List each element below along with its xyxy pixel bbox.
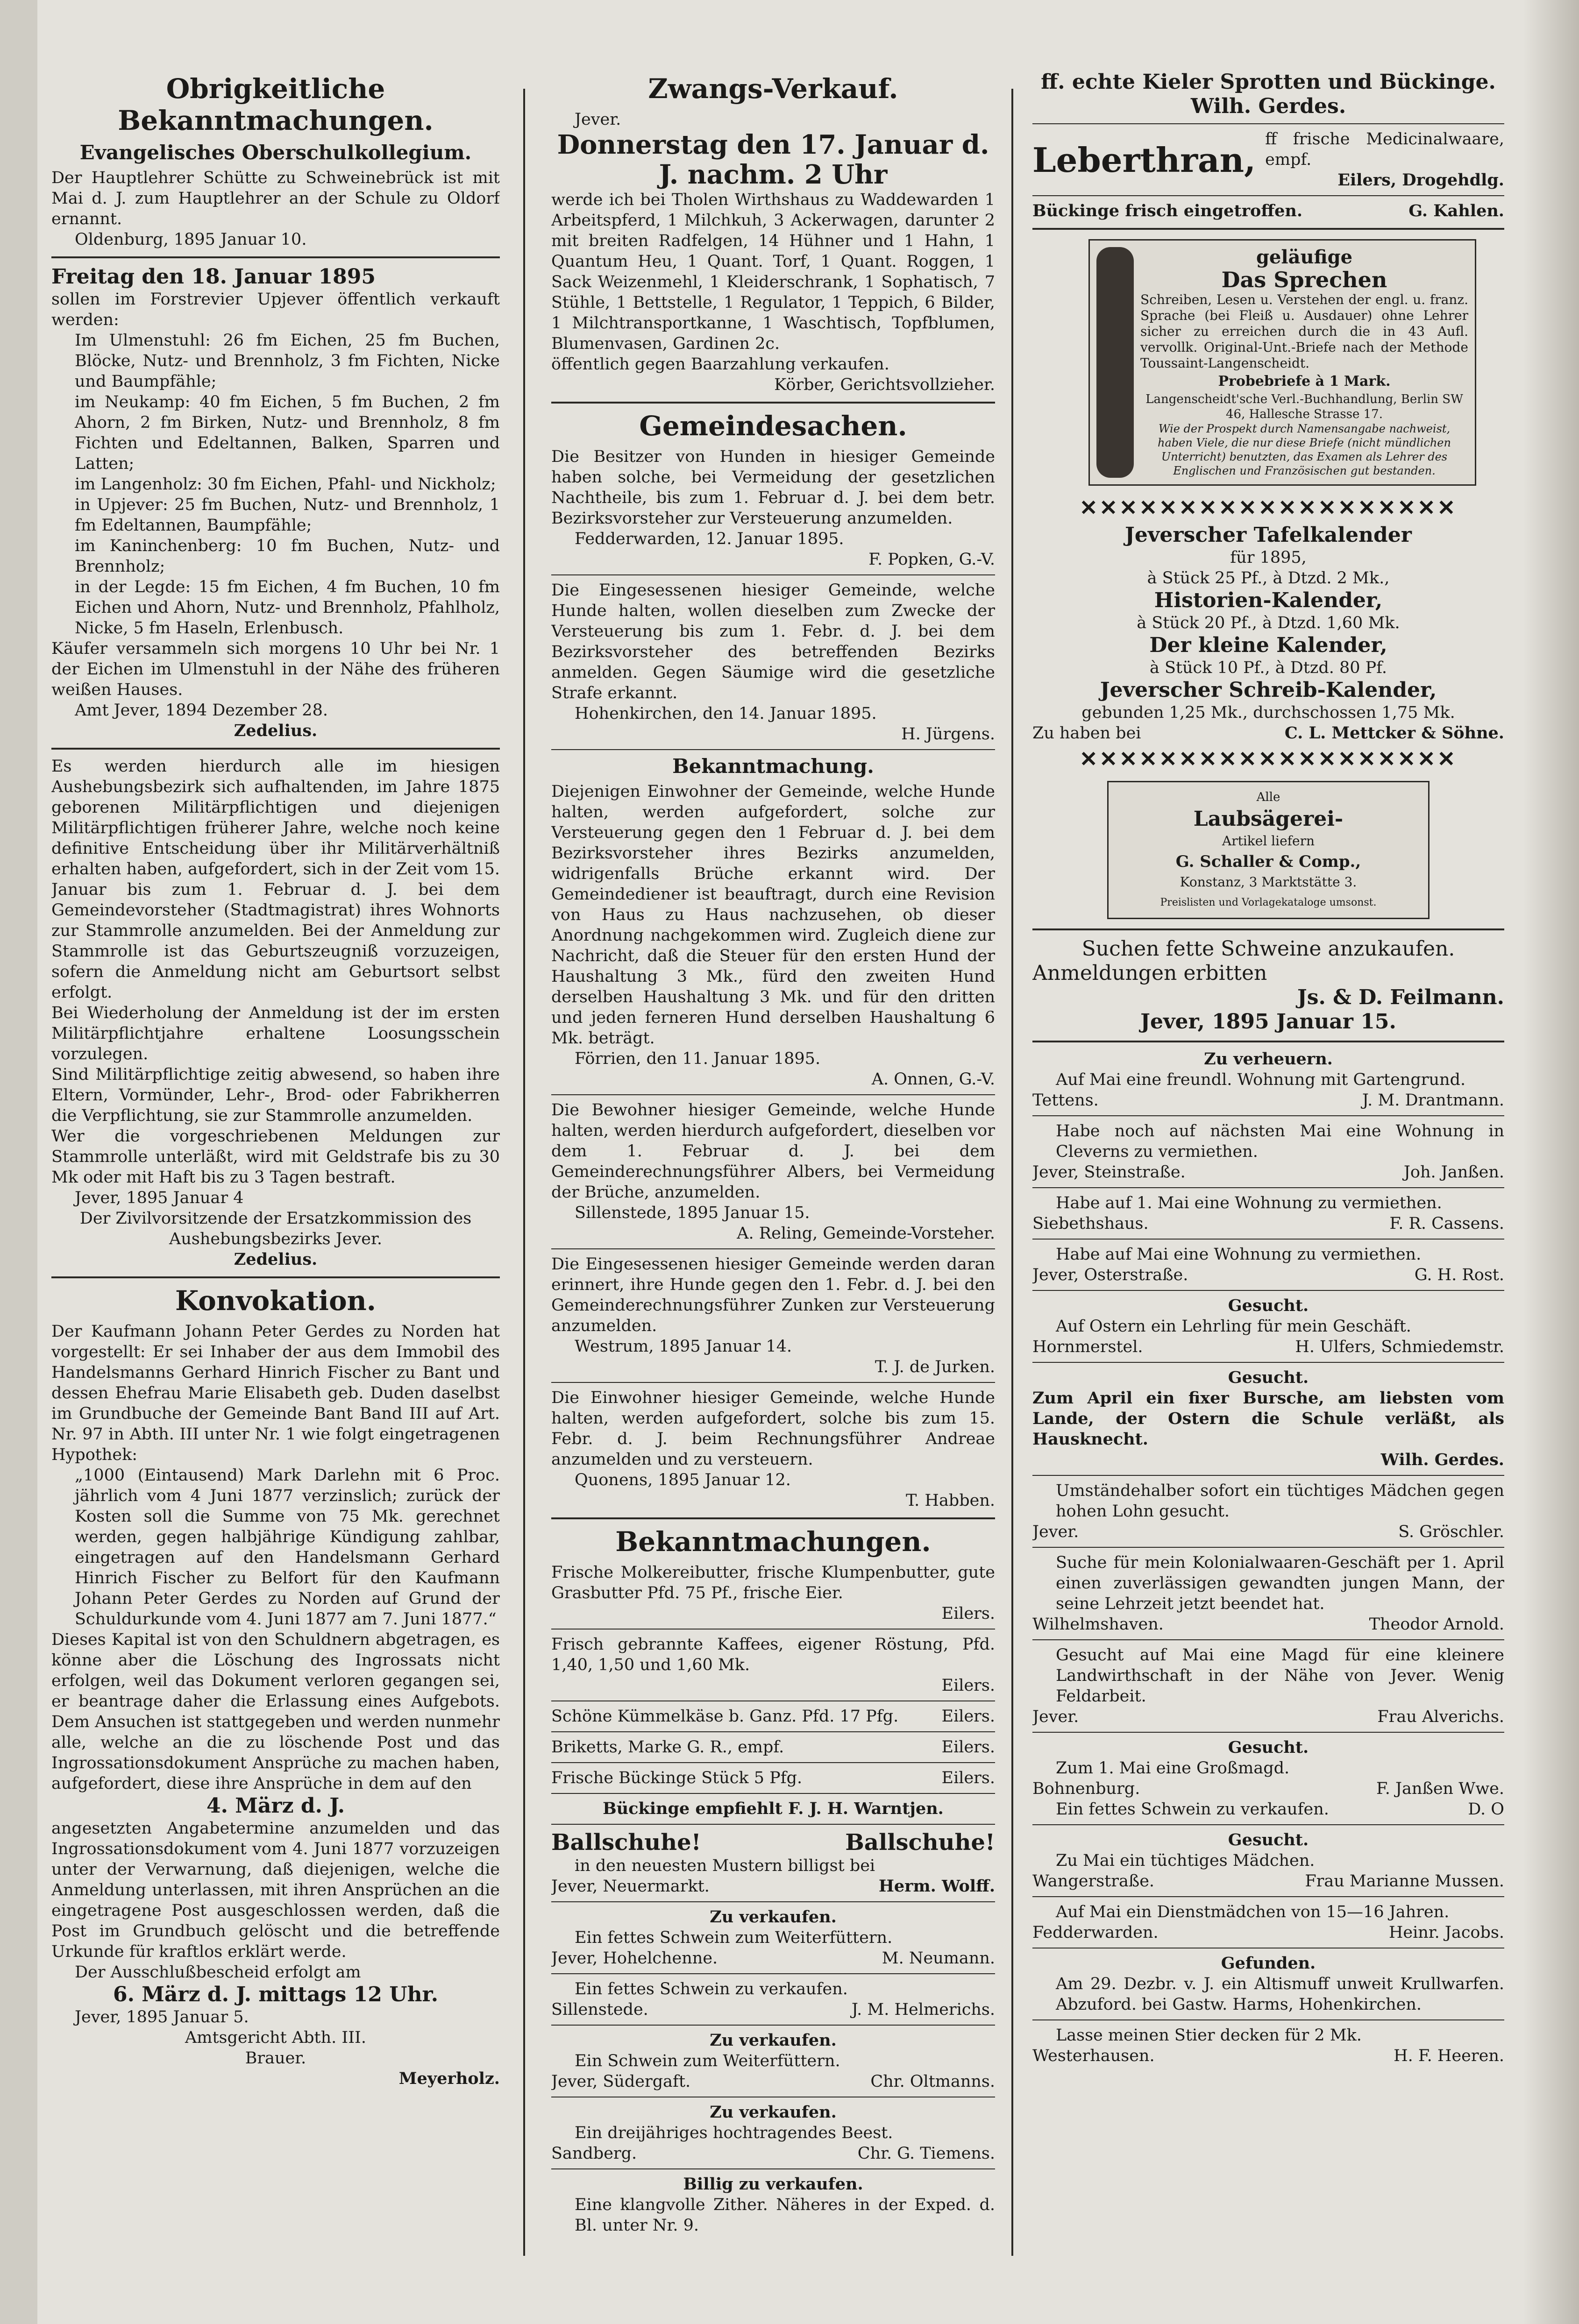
ad-text: Lasse meinen Stier decken für 2 Mk. <box>1056 2026 1362 2045</box>
signature: Meyerholz. <box>398 2069 500 2088</box>
signature: G. H. Rost. <box>1414 1266 1504 1284</box>
ad-headline: Anmeldungen erbitten <box>1032 961 1267 985</box>
divider <box>551 1517 995 1519</box>
ornament-row: ✕✕✕✕✕✕✕✕✕✕✕✕✕✕✕✕✕✕✕ <box>1079 746 1458 772</box>
ad-heading: Zu verheuern. <box>1204 1049 1333 1069</box>
place: Jever, Steinstraße. <box>1032 1163 1186 1182</box>
divider <box>551 2168 995 2169</box>
ad-text: Ein Schwein zum Weiterfüttern. <box>575 2052 840 2070</box>
signature: Frau Alverichs. <box>1377 1708 1504 1726</box>
ad-text: Schreiben, Lesen u. Verstehen der engl. u. franz. Sprache (bei Fleiß u. Ausdauer) ohne Lehrer sicher zu erreichen durch die in 43 Aufl. vervollk. Original-Unt.-Briefe nach der Methode Toussaint-Langenscheidt. <box>1140 292 1468 371</box>
divider <box>51 748 500 750</box>
place: Hornmerstel. <box>1032 1338 1143 1356</box>
place: Tettens. <box>1032 1091 1099 1110</box>
convocation-quote: „1000 (Eintausend) Mark Darlehn mit 6 Proc. jährlich vom 4 Juni 1877 verzinslich; zurück der Kosten soll die Summe von 75 Mk. gerechnet werden, gegen halbjährige Kündigung zahlbar, eingetragen auf den Handelsmann Gerhard Hinrich Fischer zu Belfort für den Kaufmann Johann Peter Gerdes zu Norden auf Grund der Schuldurkunde vom 4. Juni 1877 am 7. Juni 1877.“ <box>75 1466 500 1629</box>
signature: H. F. Heeren. <box>1394 2047 1504 2065</box>
signature: Zedelius. <box>234 721 318 740</box>
ad-text: Schöne Kümmelkäse b. Ganz. Pfd. 17 Pfg. <box>551 1707 899 1726</box>
ad-text: Zum 1. Mai eine Großmagd. <box>1056 1759 1290 1778</box>
divider <box>1032 1239 1504 1240</box>
subheading: Bekanntmachung. <box>672 755 874 778</box>
ad-text: G. Schaller & Comp., <box>1175 852 1361 871</box>
ad-text: Frische Molkereibutter, frische Klumpenbutter, gute Grasbutter Pfd. 75 Pf., frische Eier. <box>551 1563 995 1602</box>
ad-text: Ein fettes Schwein zum Weiterfüttern. <box>575 1928 893 1947</box>
municipal-notice: Diejenigen Einwohner der Gemeinde, welche Hunde halten, werden aufgefordert, solche zur Versteuerung gegen den 1 Februar d. J. bei dem Bezirksvorsteher ihres Bezirks anzumelden, widrigenfalls Brüche erkannt wird. Der Gemeindediener ist beauftragt, durch eine Revision von Haus zu Haus nachzusehen, ob dieser Anordnung nachgekommen wird. Zugleich diene zur Nachricht, daß die Steuer für den ersten Hund der Haushaltung 3 Mk., fürd den zweiten Hund derselben Haushaltung 3 Mk. und für den dritten und jeden ferneren Hund derselben Haushaltung 6 Mk. beträgt. <box>551 782 995 1048</box>
place: Jever, Hohelchenne. <box>551 1949 718 1968</box>
signature: M. Neumann. <box>882 1949 995 1968</box>
ad-text: Frische Bückinge Stück 5 Pfg. <box>551 1769 803 1787</box>
ad-text: Eine klangvolle Zither. Näheres in der Exped. d. Bl. unter Nr. 9. <box>575 2196 995 2235</box>
municipal-notice: Die Eingesessenen hiesiger Gemeinde werden daran erinnert, ihre Hunde gegen den 1. Febr. d. J. bei den Gemeinderechnungsführer Zunken zur Versteuerung anzumelden. <box>551 1255 995 1335</box>
ad-text: Ein dreijähriges hochtragendes Beest. <box>575 2124 893 2142</box>
divider <box>1032 1290 1504 1291</box>
signature: F. R. Cassens. <box>1389 1214 1504 1233</box>
ad-text: Umständehalber sofort ein tüchtiges Mädchen gegen hohen Lohn gesucht. <box>1056 1481 1504 1521</box>
price: à Stück 10 Pf., à Dtzd. 80 Pf. <box>1149 659 1387 677</box>
divider <box>551 1762 995 1763</box>
subheading: Evangelisches Oberschulkollegium. <box>79 141 472 164</box>
convocation-text: Dieses Kapital ist von den Schuldnern abgetragen, es könne aber die Löschung des Ingrossats nicht erfolgen, weil das Dokument verloren gegangen sei, er beantrage daher die Erlassung eines Aufgebots. Dem Ansuchen ist stattgegeben und werden nunmehr alle, welche an die zu löschende Post und das Ingrossationsdokument Ansprüche zu machen haben, aufgefordert, diese ihre Ansprüche in dem auf den <box>51 1630 500 1793</box>
divider <box>1032 1896 1504 1897</box>
ad-text: Habe auf 1. Mai eine Wohnung zu vermiethen. <box>1056 1194 1442 1212</box>
ad-heading: Gesucht. <box>1228 1738 1309 1757</box>
auction-date: Donnerstag den 17. Januar d. J. nachm. 2 Uhr <box>557 129 989 190</box>
court-name: Amtsgericht Abth. III. <box>185 2028 366 2047</box>
military-notice: Bei Wiederholung der Anmeldung ist der im ersten Militärpflichtjahre erhaltene Loosungsschein vorzulegen. <box>51 1004 500 1063</box>
signature: D. O <box>1468 1800 1504 1819</box>
signature: C. L. Mettcker & Söhne. <box>1284 723 1504 743</box>
price: gebunden 1,25 Mk., durchschossen 1,75 Mk. <box>1081 703 1455 722</box>
section-heading: Zwangs-Verkauf. <box>648 73 898 105</box>
convocation-text: angesetzten Angabetermine anzumelden und das Ingrossationsdokument vom 4. Juni 1877 vorzuzeigen unter der Verwarnung, daß diejenigen, welche die Anmeldung unterlassen, mit ihren Ansprüchen an die eingetragene Post ausgeschlossen werden, daß die Post im Grundbuch gelöscht und die betreffende Urkunde für kraftlos erklärt werde. <box>51 1819 500 1961</box>
place: Fedderwarden. <box>1032 1923 1159 1942</box>
divider <box>1032 195 1504 196</box>
notice-date: Fedderwarden, 12. Januar 1895. <box>575 530 844 548</box>
ad-headline: Suchen fette Schweine anzukaufen. <box>1081 937 1455 961</box>
divider <box>551 1382 995 1383</box>
ad-heading: Gesucht. <box>1228 1368 1309 1387</box>
section-heading: Gemeindesachen. <box>639 410 907 442</box>
municipal-notice: Die Eingesessenen hiesiger Gemeinde, welche Hunde halten, wollen dieselben zum Zwecke der Versteuerung bis zum 1. Febr. d. J. bei dem Bezirksvorsteher des betreffenden Bezirks anmelden. Gegen Säumige wird die gesetzliche Strafe erkannt. <box>551 581 995 702</box>
divider <box>551 749 995 750</box>
ad-heading: Gesucht. <box>1228 1296 1309 1315</box>
military-notice: Sind Militärpflichtige zeitig abwesend, so haben ihre Eltern, Vormünder, Lehr-, Brod- oder Fabrikherren die Verpflichtung, sie zur Stammrolle anzumelden. <box>51 1065 500 1125</box>
ad-text: Bückinge empfiehlt F. J. H. Warntjen. <box>603 1799 944 1818</box>
ad-text: Habe auf Mai eine Wohnung zu vermiethen. <box>1056 1245 1422 1264</box>
ad-text: Ein fettes Schwein zu verkaufen. <box>575 1980 848 1998</box>
ad-text: Briketts, Marke G. R., empf. <box>551 1738 784 1757</box>
column-right <box>1032 70 1504 2066</box>
ad-text: Wie der Prospekt durch Namensangabe nachweist, haben Viele, die nur diese Briefe (nicht mündlichen Unterricht) benutzten, das Examen als Lehrer des Englischen und Französischen gut bestanden. <box>1158 422 1451 477</box>
signature: T. Habben. <box>905 1491 995 1510</box>
ad-text: Suche für mein Kolonialwaaren-Geschäft per 1. April einen zuverlässigen gewandten jungen Mann, der seine Lehrzeit jetzt beendet hat. <box>1056 1553 1504 1613</box>
military-notice: Es werden hierdurch alle im hiesigen Aushebungsbezirk sich aufhaltenden, im Jahre 1875 geborenen Militärpflichtigen und diejenigen Militärpflichtigen früherer Jahre, welche noch keine definitive Entscheidung über ihr Militärverhältniß erhalten haben, aufgefordert, sich in der Zeit vom 15. Januar bis zum 1. Februar d. J. bei dem Gemeindevorsteher (Stadtmagistrat) ihres Wohnorts zur Stammrolle anzumelden. Bei der Anmeldung zur Stammrolle ist das Geburtszeugniß vorzuzeigen, sofern die Anmeldung nicht am Geburtsort selbst erfolgt. <box>51 757 500 1002</box>
section-heading: Bekanntmachungen. <box>615 1526 931 1558</box>
ad-text: Zum April ein fixer Bursche, am liebsten vom Lande, der Ostern die Schule verläßt, als Hausknecht. <box>1032 1389 1504 1449</box>
notice-date: Oldenburg, 1895 Januar 10. <box>75 230 307 249</box>
divider <box>551 1793 995 1794</box>
column-divider <box>523 89 525 2256</box>
signature: Wilh. Gerdes. <box>1190 94 1346 118</box>
divider <box>1032 1732 1504 1733</box>
place: Jever, Neuermarkt. <box>551 1877 710 1896</box>
signature: Brauer. <box>245 2049 306 2068</box>
language-course-ad <box>1088 239 1476 486</box>
divider <box>551 1824 995 1825</box>
ad-heading: Zu verkaufen. <box>710 1907 837 1927</box>
divider <box>1032 1041 1504 1042</box>
signature: Eilers. <box>941 1604 995 1623</box>
municipal-notice: Die Einwohner hiesiger Gemeinde, welche Hunde halten, werden aufgefordert, solche bis zum 15. Febr. d. J. beim Rechnungsführer Andreae anzumelden und zu versteuern. <box>551 1389 995 1469</box>
place: Westerhausen. <box>1032 2047 1155 2065</box>
signature: Eilers, Drogehdlg. <box>1337 170 1504 190</box>
ad-headline: ff. echte Kieler Sprotten und Bückinge. <box>1041 70 1496 94</box>
convocation-text: Der Kaufmann Johann Peter Gerdes zu Norden hat vorgestellt: Er sei Inhaber der aus dem Immobil des Handelsmanns Gerhard Hinrich Fischer zu Bant und dessen Ehefrau Marie Elisabeth geb. Duden daselbst im Grundbuche der Gemeinde Bant Band III auf Art. Nr. 97 in Abth. III unter Nr. 1 wie folgt eingetragenen Hypothek: <box>51 1322 500 1464</box>
section-heading: Obrigkeitliche Bekanntmachungen. <box>118 73 434 136</box>
signature: Frau Marianne Mussen. <box>1305 1872 1504 1891</box>
signature: Theodor Arnold. <box>1369 1615 1504 1634</box>
divider <box>51 1276 500 1278</box>
ad-heading: Billig zu verkaufen. <box>683 2175 863 2194</box>
ad-headline: geläufige <box>1256 246 1353 268</box>
auction-date: Freitag den 18. Januar 1895 <box>51 265 376 289</box>
divider <box>1032 1362 1504 1363</box>
calendar-title: Der kleine Kalender, <box>1149 633 1387 657</box>
auction-text: werde ich bei Tholen Wirthshaus zu Waddewarden 1 Arbeitspferd, 1 Milchkuh, 3 Ackerwagen, darunter 2 mit breiten Radfelgen, 14 Hühner und 1 Hahn, 1 Quantum Heu, 1 Quant. Torf, 1 Quant. Roggen, 1 Sack Weizenmehl, 1 Kleiderschrank, 1 Sophatisch, 7 Stühle, 1 Bettstelle, 1 Regulator, 1 Teppich, 6 Bilder, 1 Milchtransportkanne, 1 Waschtisch, Topfblumen, Blumenvasen, Gardinen 2c. <box>551 191 995 353</box>
notice-date: Jever, 1895 Januar 4 <box>75 1189 244 1207</box>
ad-text: Habe noch auf nächsten Mai eine Wohnung in Cleverns zu vermiethen. <box>1056 1122 1504 1161</box>
place: Jever. <box>1032 1523 1079 1541</box>
ad-text: Am 29. Dezbr. v. J. ein Altismuff unweit Krullwarfen. Abzuford. bei Gastw. Harms, Hohenkirchen. <box>1056 1975 1504 2014</box>
place: Sandberg. <box>551 2144 637 2163</box>
signature: Heinr. Jacobs. <box>1388 1923 1504 1942</box>
ad-text: Konstanz, 3 Marktstätte 3. <box>1180 874 1357 890</box>
signature: Joh. Janßen. <box>1403 1163 1504 1182</box>
divider <box>551 1901 995 1902</box>
place: Wangerstraße. <box>1032 1872 1155 1891</box>
ad-date: Jever, 1895 Januar 15. <box>1140 1010 1396 1034</box>
divider <box>1032 123 1504 124</box>
signature: S. Gröschler. <box>1398 1523 1504 1541</box>
municipal-notice: Die Besitzer von Hunden in hiesiger Gemeinde haben solche, bei Vermeidung der gesetzlichen Nachtheile, bis zum 1. Februar d. J. bei dem betr. Bezirksvorsteher zur Versteuerung anzumelden. <box>551 447 995 528</box>
ad-heading: Zu verkaufen. <box>710 2031 837 2050</box>
place: Jever, Südergaft. <box>551 2072 691 2091</box>
signature: Zedelius. <box>234 1250 318 1269</box>
divider <box>1032 1187 1504 1188</box>
ad-headline: Laubsägerei- <box>1193 807 1344 831</box>
notice-date: Jever, 1895 Januar 5. <box>75 2008 249 2026</box>
notice-date: Sillenstede, 1895 Januar 15. <box>575 1204 810 1222</box>
convocation-text: Der Ausschlußbescheid erfolgt am <box>75 1963 361 1982</box>
auction-text: öffentlich gegen Baarzahlung verkaufen. <box>551 355 889 374</box>
place: Bohnenburg. <box>1032 1779 1140 1798</box>
place: Wilhelmshaven. <box>1032 1615 1164 1634</box>
calendar-title: Jeverscher Schreib-Kalender, <box>1100 678 1437 702</box>
ornament-row: ✕✕✕✕✕✕✕✕✕✕✕✕✕✕✕✕✕✕✕ <box>1079 495 1458 520</box>
place: Jever. <box>575 110 621 129</box>
cod-liver-oil-ad <box>1032 129 1504 191</box>
ad-text: Zu Mai ein tüchtiges Mädchen. <box>1056 1851 1315 1870</box>
ad-text: Frisch gebrannte Kaffees, eigener Röstung, Pfd. 1,40, 1,50 und 1,60 Mk. <box>551 1635 995 1674</box>
ad-text: Langenscheidt'sche Verl.-Buchhandlung, Berlin SW 46, Hallesche Strasse 17. <box>1145 392 1463 421</box>
signature: Eilers. <box>941 1738 995 1757</box>
convocation-date: 6. März d. J. mittags 12 Uhr. <box>113 1983 439 2006</box>
ad-text: Bückinge frisch eingetroffen. <box>1032 201 1303 220</box>
right-margin-shadow <box>1523 0 1579 2324</box>
convocation-date: 4. März d. J. <box>206 1794 345 1818</box>
price: à Stück 20 Pf., à Dtzd. 1,60 Mk. <box>1137 614 1400 632</box>
column-left <box>51 70 500 2089</box>
ad-heading: Gesucht. <box>1228 1830 1309 1849</box>
notice-date: Hohenkirchen, den 14. Januar 1895. <box>575 704 877 723</box>
signature: Eilers. <box>941 1676 995 1695</box>
divider <box>1032 228 1504 230</box>
column-middle <box>551 70 995 2236</box>
divider <box>1032 1475 1504 1476</box>
signature: J. M. Drantmann. <box>1362 1091 1504 1110</box>
place: Jever, Osterstraße. <box>1032 1266 1188 1284</box>
notice-text: Der Hauptlehrer Schütte zu Schweinebrück ist mit Mai d. J. zum Hauptlehrer an der Schule zu Oldorf ernannt. <box>51 169 500 228</box>
ad-text: Auf Mai ein Dienstmädchen von 15—16 Jahren. <box>1056 1903 1450 1921</box>
calendar-title: Historien-Kalender, <box>1154 588 1383 612</box>
divider <box>1032 1115 1504 1116</box>
divider <box>551 1700 995 1701</box>
divider <box>551 1973 995 1974</box>
auction-item: in Upjever: 25 fm Buchen, Nutz- und Brennholz, 1 fm Edeltannen, Baumpfähle; <box>75 496 500 535</box>
signature: Der Zivilvorsitzende der Ersatzkommission des Aushebungsbezirks Jever. <box>79 1209 472 1248</box>
divider <box>551 402 995 404</box>
signature: Wilh. Gerdes. <box>1380 1450 1504 1469</box>
divider <box>1032 928 1504 930</box>
signature: H. Jürgens. <box>901 725 995 744</box>
fretwork-ad <box>1107 781 1430 919</box>
ad-headline: Leberthran, <box>1032 140 1256 180</box>
signature: Eilers. <box>941 1707 995 1726</box>
divider <box>551 2025 995 2026</box>
ad-headline: Ballschuhe! <box>551 1829 701 1856</box>
notice-date: Quonens, 1895 Januar 12. <box>575 1471 791 1489</box>
signature: F. Janßen Wwe. <box>1376 1779 1504 1798</box>
ad-text: Auf Ostern ein Lehrling für mein Geschäft. <box>1056 1317 1411 1336</box>
ad-heading: Gefunden. <box>1221 1954 1316 1973</box>
divider <box>1032 2019 1504 2020</box>
ad-text: ff frische Medicinalwaare, empf. <box>1265 130 1504 169</box>
divider <box>551 574 995 575</box>
ad-text: Probebriefe à 1 Mark. <box>1218 373 1391 390</box>
ad-text: Artikel liefern <box>1222 833 1315 849</box>
divider <box>551 1629 995 1630</box>
ad-text: Preislisten und Vorlagekataloge umsonst. <box>1160 897 1377 908</box>
place: Siebethshaus. <box>1032 1214 1149 1233</box>
ad-text: Auf Mai eine freundl. Wohnung mit Gartengrund. <box>1056 1070 1466 1089</box>
signature: Chr. G. Tiemens. <box>857 2144 995 2163</box>
signature: T. J. de Jurken. <box>875 1358 995 1376</box>
column-divider <box>1011 89 1013 2256</box>
signature: Chr. Oltmanns. <box>870 2072 995 2091</box>
signature: G. Kahlen. <box>1408 201 1504 220</box>
auction-item: im Neukamp: 40 fm Eichen, 5 fm Buchen, 2 fm Ahorn, 2 fm Birken, Nutz- und Brennholz, 8 fm Fichten und Edeltannen, Balken, Sparren und Latten; <box>75 393 500 473</box>
divider <box>51 256 500 258</box>
ad-text: Alle <box>1256 790 1280 804</box>
notice-date: Förrien, den 11. Januar 1895. <box>575 1049 821 1068</box>
decorative-border <box>1096 247 1134 478</box>
calendar-title: Jeverscher Tafelkalender <box>1125 523 1412 547</box>
notice-date: Westrum, 1895 Januar 14. <box>575 1337 792 1356</box>
ad-headline: Das Sprechen <box>1221 267 1387 292</box>
place: Sillenstede. <box>551 2000 648 2019</box>
signature: J. M. Helmerichs. <box>851 2000 995 2019</box>
ad-text: Ein fettes Schwein zu verkaufen. <box>1056 1800 1329 1819</box>
municipal-notice: Die Bewohner hiesiger Gemeinde, welche Hunde halten, werden hierdurch aufgefordert, dieselben vor dem 1. Februar d. J. bei dem Gemeinderechnungsführer Albers, bei Vermeidung der Brüche, anzumelden. <box>551 1101 995 1202</box>
divider <box>551 1248 995 1249</box>
price: à Stück 25 Pf., à Dtzd. 2 Mk., <box>1147 569 1390 588</box>
divider <box>551 1731 995 1732</box>
signature: F. Popken, G.-V. <box>868 550 995 569</box>
signature: Eilers. <box>941 1769 995 1787</box>
ad-text: für 1895, <box>1230 548 1307 567</box>
ad-text: Gesucht auf Mai eine Magd für eine kleinere Landwirthschaft in der Nähe von Jever. Wenig Feldarbeit. <box>1056 1646 1504 1706</box>
signature: A. Reling, Gemeinde-Vorsteher. <box>737 1224 995 1243</box>
ad-text: Zu haben bei <box>1032 724 1141 743</box>
left-margin-strip <box>0 0 37 2324</box>
ad-headline: Ballschuhe! <box>845 1829 995 1856</box>
notice-date: Amt Jever, 1894 Dezember 28. <box>75 701 328 720</box>
divider <box>551 1094 995 1095</box>
divider <box>1032 1639 1504 1640</box>
divider <box>1032 1547 1504 1548</box>
auction-intro: sollen im Forstrevier Upjever öffentlich verkauft werden: <box>51 290 500 329</box>
signature: Herm. Wolff. <box>878 1877 995 1896</box>
auction-item: Im Ulmenstuhl: 26 fm Eichen, 25 fm Buchen, Blöcke, Nutz- und Brennholz, 3 fm Fichten, Nicke und Baumpfähle; <box>75 331 500 391</box>
military-notice: Wer die vorgeschriebenen Meldungen zur Stammrolle unterläßt, wird mit Geldstrafe bis zu 30 Mk oder mit Haft bis zu 3 Tagen bestraft. <box>51 1127 500 1187</box>
auction-item: in der Legde: 15 fm Eichen, 4 fm Buchen, 10 fm Eichen und Ahorn, Nutz- und Brennholz, Pfahlholz, Nicke, 5 fm Haseln, Erlenbusch. <box>75 578 500 638</box>
auction-meeting: Käufer versammeln sich morgens 10 Uhr bei Nr. 1 der Eichen im Ulmenstuhl in der Nähe des früheren weißen Hauses. <box>51 639 500 699</box>
ad-text: in den neuesten Mustern billigst bei <box>575 1856 875 1875</box>
auction-item: im Kaninchenberg: 10 fm Buchen, Nutz- und Brennholz; <box>75 537 500 576</box>
divider <box>1032 1824 1504 1825</box>
ad-heading: Zu verkaufen. <box>710 2103 837 2122</box>
auction-item: im Langenholz: 30 fm Eichen, Pfahl- und Nickholz; <box>75 475 496 494</box>
place: Jever. <box>1032 1708 1079 1726</box>
signature: H. Ulfers, Schmiedemstr. <box>1295 1338 1504 1356</box>
signature: Körber, Gerichtsvollzieher. <box>774 376 995 394</box>
signature: A. Onnen, G.-V. <box>871 1070 995 1089</box>
section-heading: Konvokation. <box>175 1285 376 1317</box>
signature: Js. & D. Feilmann. <box>1297 985 1504 1009</box>
